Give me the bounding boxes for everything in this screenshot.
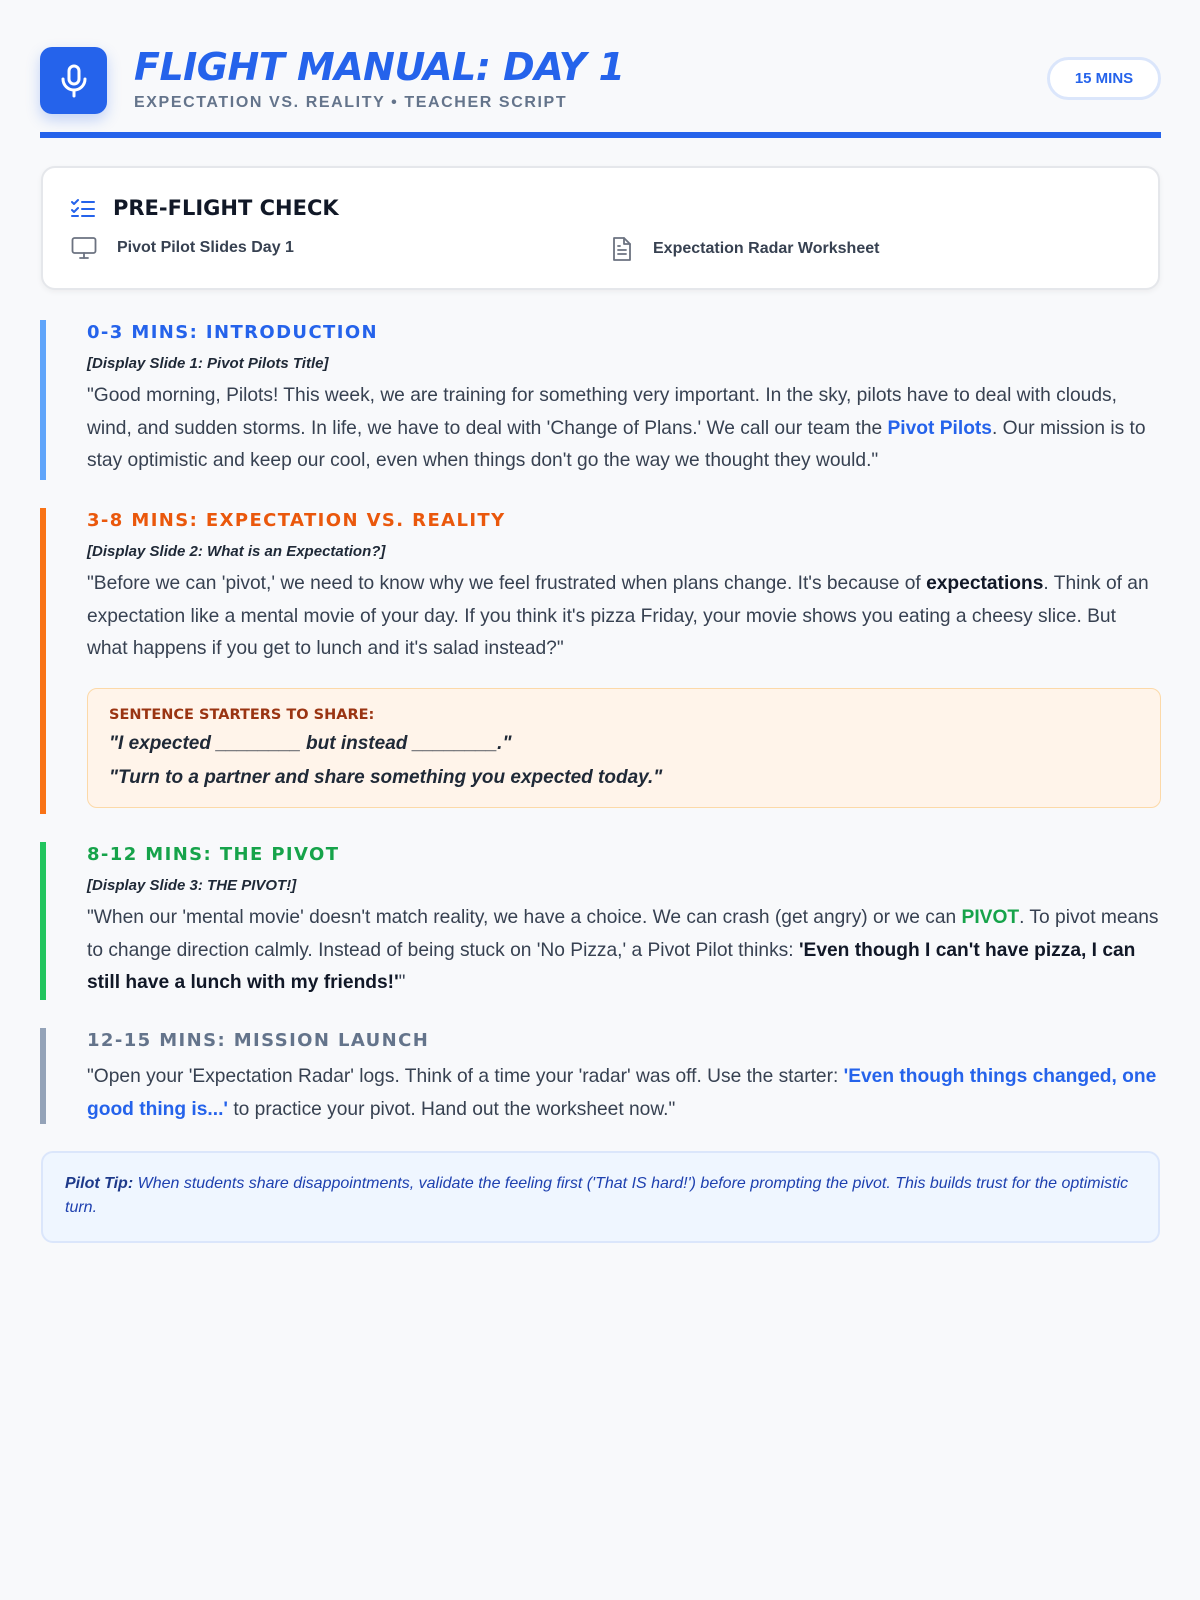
starters-label: SENTENCE STARTERS TO SHARE:: [109, 706, 375, 723]
strong-quote: 'Even though I can't have pizza, I can still have a lunch with my friends!': [87, 939, 1136, 993]
section-mission-launch: [40, 1028, 1161, 1124]
microphone-badge: [40, 47, 107, 114]
script-text: "Good morning, Pilots! This week, we are training for something very important. In the sky, pilots have to deal with clouds, wind, and sudden storms. In life, we have to deal with 'Change of Plans.' We call our team the Pivot Pilots. Our mission is to stay optimistic and keep our cool, even when things don't go the way we thought they would.": [87, 385, 1146, 471]
section-heading: 3-8 MINS: EXPECTATION VS. REALITY: [87, 510, 506, 531]
microphone-icon: [59, 64, 89, 98]
section-heading: 0-3 MINS: INTRODUCTION: [87, 322, 379, 343]
script-text: "Before we can 'pivot,' we need to know why we feel frustrated when plans change. It's because of expectations. Think of an expectation like a mental movie of your day. If you think it's pizza Friday, your movie shows you eating a cheesy slice. But what happens if you get to lunch and it's salad instead?": [87, 573, 1149, 659]
sentence-starters-box: [87, 688, 1161, 808]
pilot-tip-box: [41, 1151, 1160, 1243]
duration-badge: 15 MINS: [1047, 57, 1161, 100]
section-the-pivot: [40, 842, 1161, 1000]
page-header: [40, 46, 1161, 138]
highlight-term: PIVOT: [961, 907, 1020, 928]
section-heading: 8-12 MINS: THE PIVOT: [87, 844, 340, 865]
preflight-item-worksheet: [611, 236, 879, 262]
script-text: "When our 'mental movie' doesn't match reality, we have a choice. We can crash (get angry) or we can PIVOT. To pivot means to change direction calmly. Instead of being stuck on 'No Pizza,' a Pivot Pilot thinks: 'Even though I can't have pizza, I can still have a lunch with my friends!'": [87, 907, 1159, 993]
highlight-term: expectations: [926, 573, 1044, 594]
checklist-icon: [71, 198, 95, 223]
preflight-check-card: [41, 166, 1160, 290]
monitor-icon: [71, 236, 97, 260]
section-introduction: [40, 320, 1161, 480]
section-heading: 12-15 MINS: MISSION LAUNCH: [87, 1030, 430, 1051]
slide-note: [Display Slide 2: What is an Expectation?]: [87, 543, 386, 560]
section-expectation-vs-reality: [40, 508, 1161, 814]
tip-label: Pilot Tip:: [65, 1175, 134, 1192]
preflight-title: PRE-FLIGHT CHECK: [113, 196, 339, 220]
preflight-item-label: Expectation Radar Worksheet: [653, 240, 880, 257]
highlight-term: Pivot Pilots: [887, 417, 992, 439]
tip-text: When students share disappointments, validate the feeling first ('That IS hard!') before prompting the pivot. This builds trust for the optimistic turn.: [65, 1175, 1129, 1216]
preflight-item-slides: [71, 236, 294, 260]
page-subtitle: EXPECTATION VS. REALITY • TEACHER SCRIPT: [134, 94, 568, 111]
slide-note: [Display Slide 1: Pivot Pilots Title]: [87, 355, 329, 372]
preflight-item-label: Pivot Pilot Slides Day 1: [117, 239, 294, 256]
starter-line: "Turn to a partner and share something you expected today.": [109, 766, 663, 788]
script-text: "Open your 'Expectation Radar' logs. Think of a time your 'radar' was off. Use the starter: 'Even though things changed, one good thing is...' to practice your pivot. Hand out the worksheet now.": [87, 1066, 1157, 1120]
page-title: FLIGHT MANUAL: DAY 1: [134, 45, 625, 89]
document-icon: [611, 236, 633, 262]
starter-line: "I expected ________ but instead ________.": [109, 732, 512, 754]
highlight-term: 'Even though things changed, one good thing is...': [87, 1066, 1157, 1120]
slide-note: [Display Slide 3: THE PIVOT!]: [87, 877, 297, 894]
